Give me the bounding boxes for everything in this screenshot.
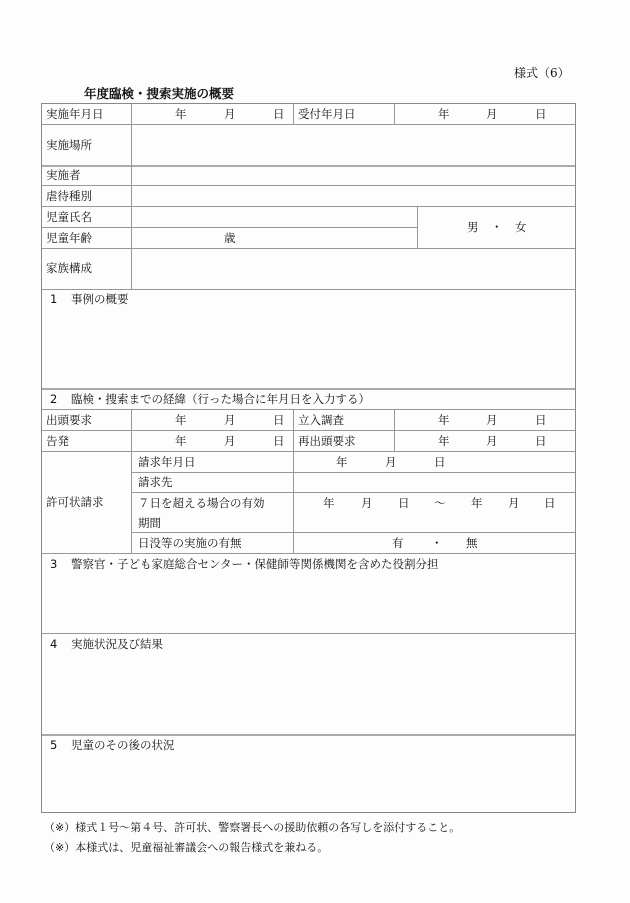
accusation-year-unit: 年 — [175, 434, 187, 448]
document-title: 年度臨検・捜索実施の概要 — [84, 86, 235, 101]
section-1-title: 事例の概要 — [71, 292, 129, 306]
summary-form-table — [41, 103, 576, 813]
child-name-label: 児童氏名 — [46, 210, 92, 224]
validity-start-year-unit: 年 — [323, 496, 335, 510]
child-age-label: 児童年齢 — [46, 231, 92, 245]
location-label: 実施場所 — [46, 138, 92, 152]
validity-range-tilde: ～ — [434, 496, 446, 510]
appearance-request-label: 出頭要求 — [46, 413, 92, 427]
council-report-note: （※）本様式は、児童福祉審議会への報告様式を兼ねる。 — [44, 841, 329, 854]
age-unit: 歳 — [224, 231, 236, 245]
section-5-title: 児童のその後の状況 — [71, 738, 175, 752]
reception-date-label: 受付年月日 — [298, 107, 356, 121]
validity-label-line2: 期間 — [138, 516, 161, 530]
family-label: 家族構成 — [46, 261, 92, 275]
implementation-month-unit: 月 — [224, 107, 236, 121]
accusation-label: 告発 — [46, 434, 69, 448]
section-2-number: 2 — [50, 392, 58, 406]
reception-day-unit: 日 — [535, 107, 547, 121]
night-execution-yes[interactable]: 有 — [392, 536, 404, 550]
gender-male[interactable]: 男 — [467, 220, 479, 234]
request-month-unit: 月 — [385, 455, 397, 469]
appearance-month-unit: 月 — [224, 413, 236, 427]
night-execution-label: 日没等の実施の有無 — [138, 536, 242, 550]
section-4-title: 実施状況及び結果 — [71, 637, 163, 651]
validity-end-day-unit: 日 — [544, 496, 556, 510]
accusation-month-unit: 月 — [224, 434, 236, 448]
section-1-number: 1 — [50, 292, 58, 306]
validity-start-month-unit: 月 — [361, 496, 373, 510]
gender-female[interactable]: 女 — [515, 220, 527, 234]
night-execution-no[interactable]: 無 — [466, 536, 478, 550]
reception-year-unit: 年 — [438, 107, 450, 121]
re-appearance-request-label: 再出頭要求 — [298, 434, 356, 448]
implementer-label: 実施者 — [46, 168, 81, 182]
on-site-inspection-label: 立入調査 — [298, 413, 344, 427]
appearance-day-unit: 日 — [273, 413, 285, 427]
implementation-year-unit: 年 — [175, 107, 187, 121]
permit-request-label: 許可状請求 — [46, 495, 104, 509]
request-to-label: 請求先 — [138, 475, 173, 489]
night-execution-separator: ・ — [431, 536, 443, 550]
validity-end-year-unit: 年 — [471, 496, 483, 510]
reception-month-unit: 月 — [486, 107, 498, 121]
section-4-number: 4 — [50, 637, 58, 651]
section-3-title: 警察官・子ども家庭総合センター・保健師等関係機関を含めた役割分担 — [71, 557, 439, 571]
inspection-day-unit: 日 — [535, 413, 547, 427]
inspection-month-unit: 月 — [486, 413, 498, 427]
re-appearance-year-unit: 年 — [438, 434, 450, 448]
re-appearance-day-unit: 日 — [535, 434, 547, 448]
validity-label-line1: ７日を超える場合の有効 — [138, 496, 265, 510]
section-5-number: 5 — [50, 738, 58, 752]
implementation-day-unit: 日 — [273, 107, 285, 121]
request-day-unit: 日 — [434, 455, 446, 469]
appearance-year-unit: 年 — [175, 413, 187, 427]
inspection-year-unit: 年 — [438, 413, 450, 427]
request-year-unit: 年 — [336, 455, 348, 469]
gender-separator: ・ — [491, 220, 503, 234]
attachment-note: （※）様式１号～第４号、許可状、警察署長への援助依頼の各写しを添付すること。 — [44, 821, 461, 834]
implementation-date-label: 実施年月日 — [46, 107, 104, 121]
request-date-label: 請求年月日 — [138, 455, 196, 469]
accusation-day-unit: 日 — [273, 434, 285, 448]
section-2-title: 臨検・捜索までの経緯（行った場合に年月日を入力する） — [71, 392, 370, 406]
section-3-number: 3 — [50, 557, 58, 571]
validity-start-day-unit: 日 — [398, 496, 410, 510]
validity-end-month-unit: 月 — [508, 496, 520, 510]
re-appearance-month-unit: 月 — [486, 434, 498, 448]
form-number: 様式（6） — [514, 66, 570, 80]
abuse-type-label: 虐待種別 — [46, 189, 92, 203]
